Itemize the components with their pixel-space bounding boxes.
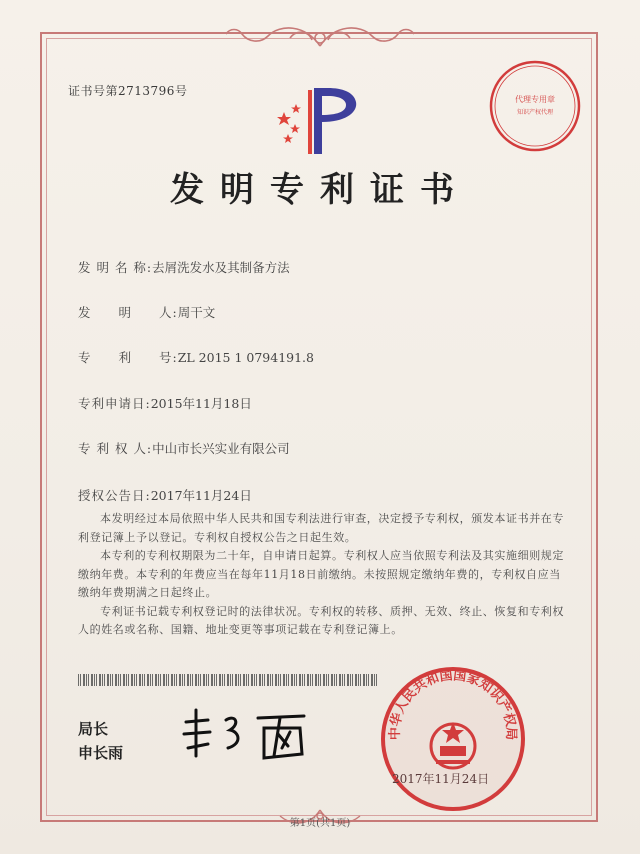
certificate-title: 发明专利证书 (170, 170, 470, 210)
field-value: 2017年11月24日 (150, 488, 252, 503)
field-patent-number (78, 348, 314, 366)
director-signature (178, 700, 338, 770)
agency-seal (487, 58, 583, 154)
field-value: 去屑洗发水及其制备方法 (152, 260, 290, 275)
certificate-body (78, 510, 570, 640)
field-filing-date (78, 394, 252, 412)
field-value: 2015年11月18日 (150, 396, 252, 411)
svg-text:代理专用章: 代理专用章 (515, 95, 555, 104)
field-label: 发 明 名 称: (78, 260, 153, 275)
field-label: 授权公告日: (78, 488, 151, 503)
office-seal (378, 664, 528, 814)
field-grant-date (78, 486, 252, 504)
director-name: 申长雨 (78, 744, 124, 762)
field-value: 周干文 (177, 305, 216, 320)
field-inventor (78, 303, 215, 321)
body-paragraph: 本专利的专利权期限为二十年，自申请日起算。专利权人应当依照专利法及其实施细则规定缴纳年费。本专利的年费应当在每年11月18日前缴纳。未按照规定缴纳年费的，专利权自应当缴纳年费期满之日起终止。 (78, 549, 564, 599)
certificate-number: 证书号第2713796号 (68, 84, 188, 98)
patent-office-logo (268, 82, 368, 160)
body-paragraph: 本发明经过本局依照中华人民共和国专利法进行审查，决定授予专利权，颁发本证书并在专利登记簿上予以登记。专利权自授权公告之日起生效。 (78, 512, 564, 544)
page-number: 第1页(共1页) (289, 818, 351, 829)
field-patentee (78, 439, 290, 457)
barcode (78, 674, 378, 686)
director-title: 局长 (78, 720, 109, 738)
body-paragraph: 专利证书记载专利权登记时的法律状况。专利权的转移、质押、无效、终止、恢复和专利权人的姓名或名称、国籍、地址变更等事项记载在专利登记簿上。 (78, 604, 564, 636)
field-label: 专利申请日: (78, 396, 151, 411)
field-label: 专 利 号: (78, 350, 178, 365)
seal-text: 中华人民共和国国家知识产权局 (387, 668, 519, 741)
field-invention-name (78, 258, 290, 276)
svg-text:知识产权代理: 知识产权代理 (516, 109, 554, 116)
field-value: ZL 2015 1 0794191.8 (177, 350, 314, 365)
field-label: 发 明 人: (78, 305, 178, 320)
top-ornament (220, 18, 420, 52)
field-label: 专 利 权 人: (78, 441, 153, 456)
field-value: 中山市长兴实业有限公司 (152, 441, 290, 456)
seal-date: 2017年11月24日 (392, 772, 490, 786)
